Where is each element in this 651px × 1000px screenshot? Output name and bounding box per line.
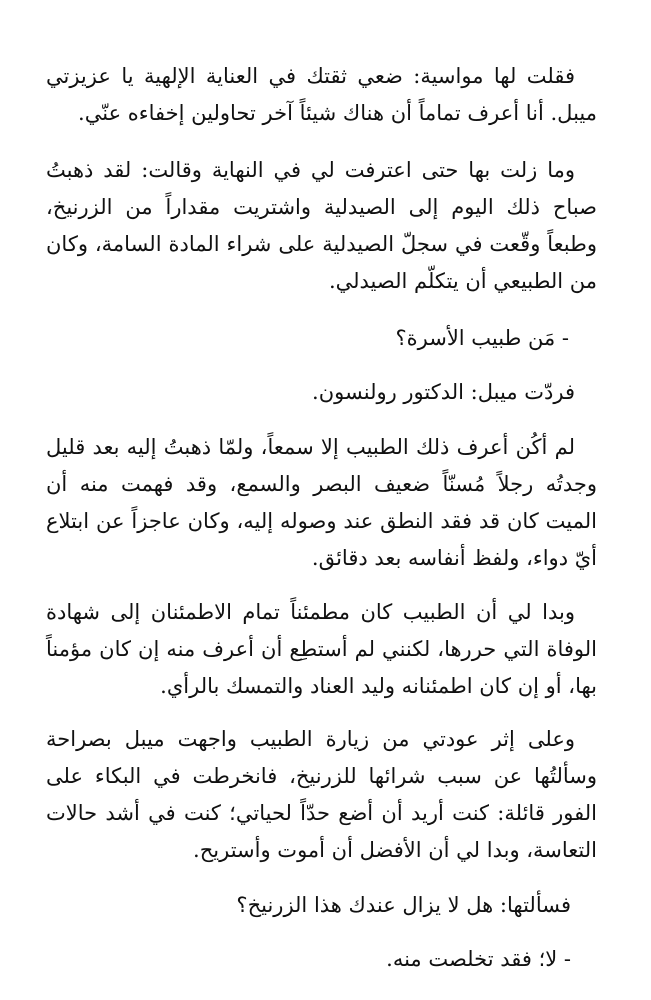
dialogue-line: - مَن طبيب الأسرة؟ [395, 326, 569, 350]
paragraph: وما زلت بها حتى اعترفت لي في النهاية وقالت: لقد ذهبتُ صباح ذلك اليوم إلى الصيدلية واشتريت مقداراً من الزرنيخ، وطبعاً وقّعت في سجلّ الصيدلية على شراء المادة السامة، وكان من الطبيعي أن يتكلّم الصيدلي. [46, 158, 597, 293]
paragraph: لم أكُن أعرف ذلك الطبيب إلا سمعاً، ولمّا ذهبتُ إليه بعد قليل وجدتُه رجلاً مُسنّاً ضعيف البصر والسمع، وقد فهمت منه أن الميت كان قد فقد النطق عند وصوله إليه، وكان عاجزاً عن ابتلاع أيّ دواء، ولفظ أنفاسه بعد دقائق. [46, 435, 597, 570]
dialogue-line: - لا؛ فقد تخلصت منه. [386, 947, 571, 971]
paragraph: فقلت لها مواسية: ضعي ثقتك في العناية الإلهية يا عزيزتي ميبل. أنا أعرف تماماً أن هناك شيئاً آخر تحاولين إخفاءه عنّي. [46, 64, 597, 125]
paragraph: فردّت ميبل: الدكتور رولنسون. [312, 380, 575, 404]
paragraph: وبدا لي أن الطبيب كان مطمئناً تمام الاطمئنان إلى شهادة الوفاة التي حررها، لكنني لم أستطِع أن أعرف منه إن كان مؤمناً بها، أو إن كان اطمئنانه وليد العناد والتمسك بالرأي. [46, 600, 597, 698]
paragraph: فسألتها: هل لا يزال عندك هذا الزرنيخ؟ [236, 893, 571, 917]
paragraph: وعلى إثر عودتي من زيارة الطبيب واجهت ميبل بصراحة وسألتُها عن سبب شرائها للزرنيخ، فانخرطت في البكاء على الفور قائلة: كنت أريد أن أضع حدّاً لحياتي؛ كنت في أشد حالات التعاسة، وبدا لي أن الأفضل أن أموت وأستريح. [46, 727, 597, 862]
